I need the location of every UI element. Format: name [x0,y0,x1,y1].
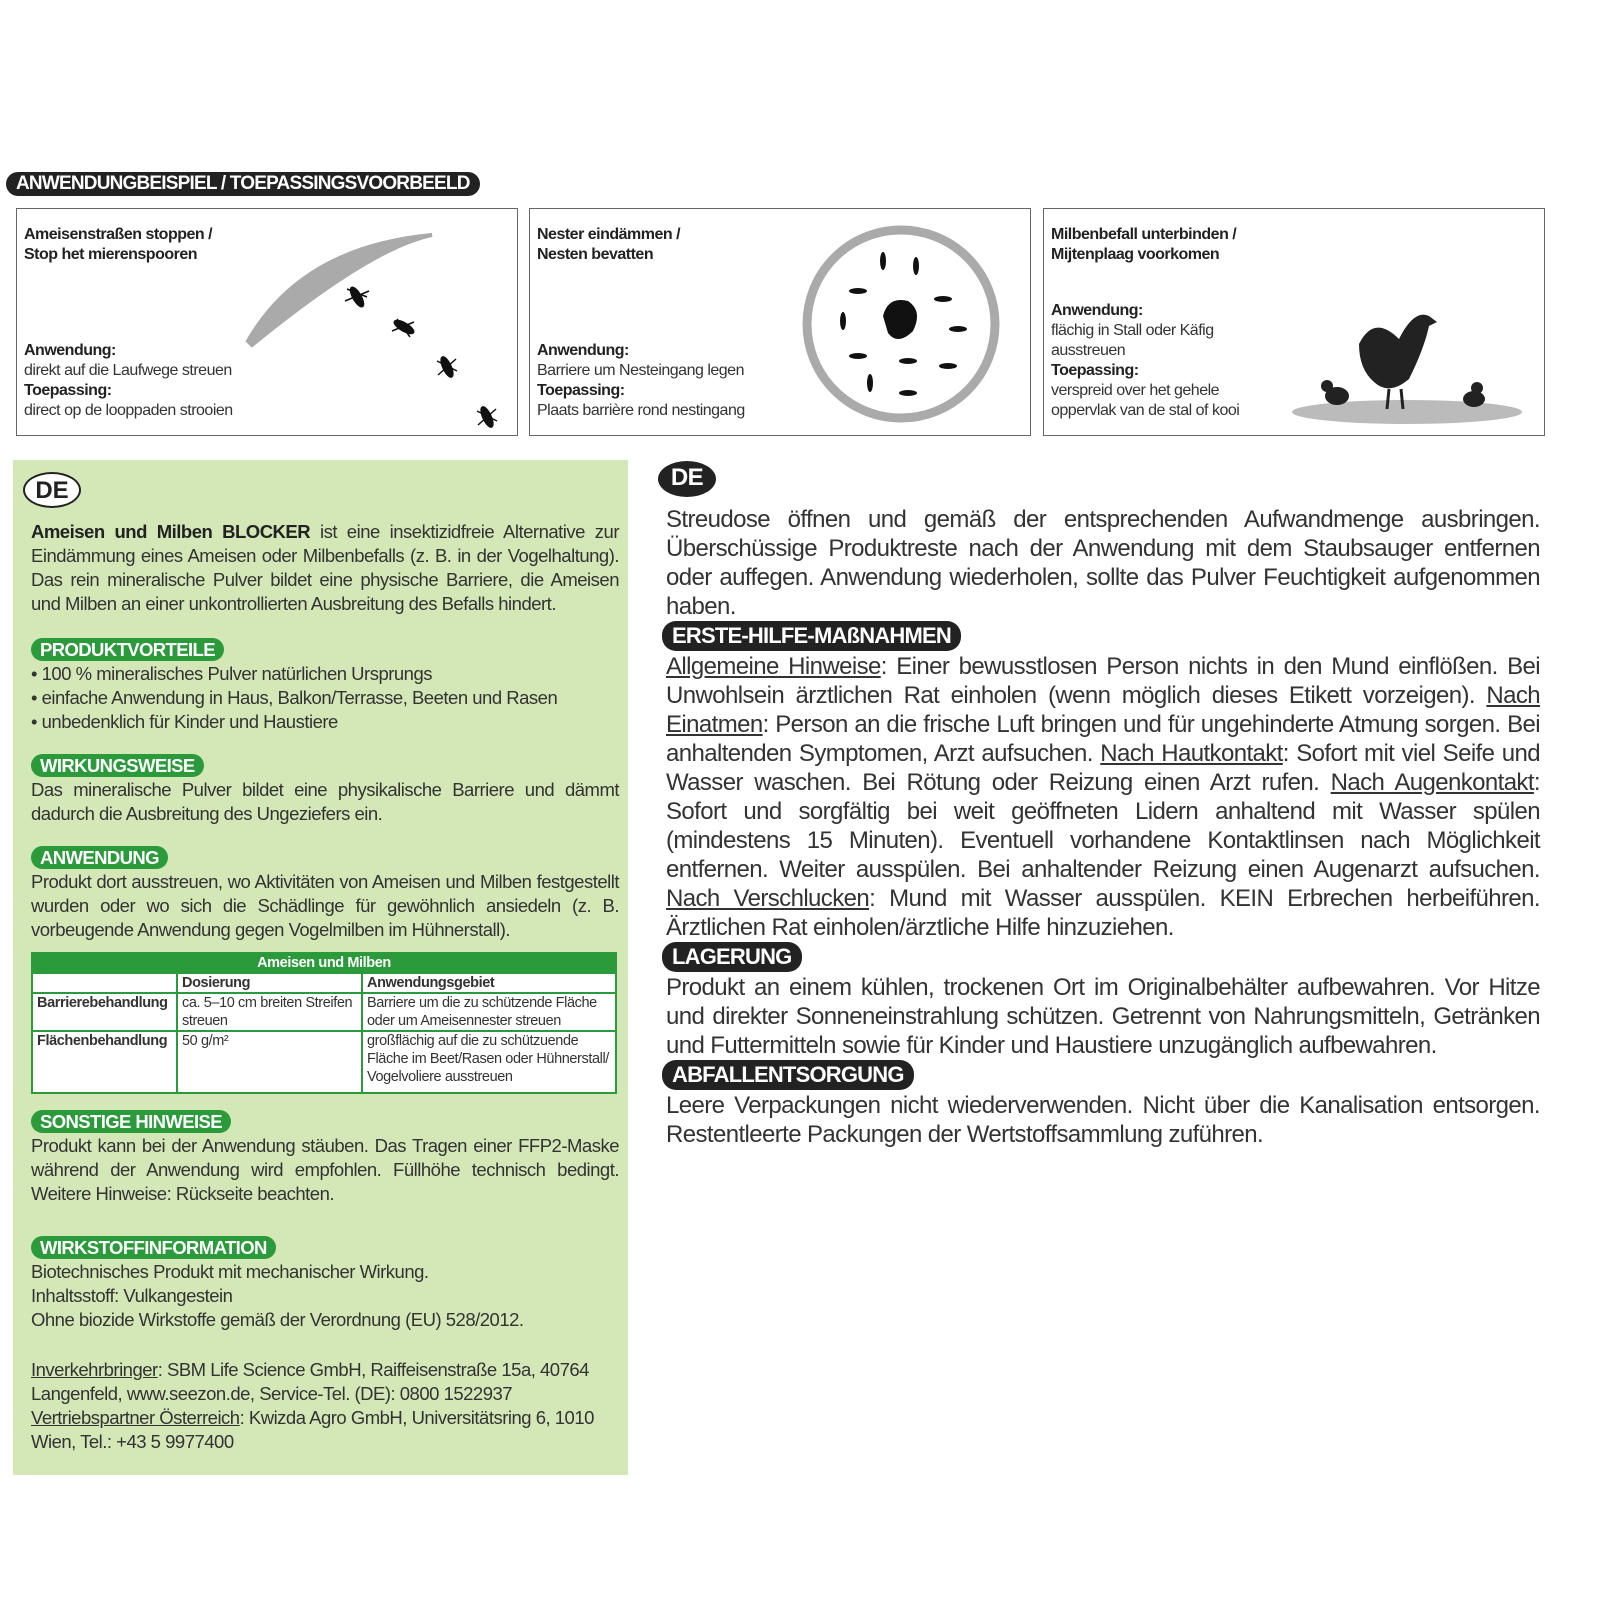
text-anwendung: direkt auf die Laufwege streuen [24,362,232,379]
disposal-text: Leere Verpackungen nicht wiederverwenden. Nicht über die Kanalisation entsorgen. Restentleerte Packungen der Wertstoffsammlung zuführen. [666,1092,1540,1148]
vertrieb-label: Vertriebspartner Österreich [31,1407,240,1428]
benefit-item: • 100 % mineralisches Pulver natürlichen Ursprungs [31,663,433,684]
heading-anwendung: ANWENDUNG [31,846,168,869]
ant-trail-illustration [242,227,512,437]
firstaid-label: Nach Verschlucken [666,885,870,912]
panel-subtitle: Stop het mierenspooren [24,246,198,263]
panel-subtitle: Nesten bevatten [537,246,654,263]
sonstige-text: Produkt kann bei der Anwendung stäuben. Das Tragen einer FFP2-Maske während der Anwendung wird empfohlen. Füllhöhe technisch bedingt. Weitere Hinweise: Rückseite beachten. [31,1135,619,1204]
example-panel-nests [529,208,1031,436]
text-toepassing: verspreid over het gehele [1051,382,1220,399]
nest-illustration [798,221,1008,431]
heading-lagerung: LAGERUNG [662,942,802,972]
row-area: großflächig auf die zu schützuende Fläche im Beet/Rasen oder Hühnerstall/ Vogelvoliere ausstreuen [362,1031,616,1093]
example-panel-mites [1043,208,1545,436]
text-anwendung: Barriere um Nesteingang legen [537,362,744,379]
firstaid-body: : Person an die frische Luft bringen und für ungehinderte Atmung sorgen. Bei anhaltenden Symptomen, Arzt aufsuchen. [666,711,1540,767]
dosage-table [31,952,617,1094]
label-toepassing: Toepassing: [1051,362,1139,379]
table-header-anwendungsgebiet: Anwendungsgebiet [362,973,616,993]
label-anwendung: Anwendung: [24,342,116,359]
row-area: Barriere um die zu schützende Fläche oder um Ameisennester streuen [362,993,616,1031]
text-anwendung: flächig in Stall oder Käfig [1051,322,1214,339]
text-toepassing-2: oppervlak van de stal of kooi [1051,402,1240,419]
anwendung-text: Produkt dort ausstreuen, wo Aktivitäten von Ameisen und Milben festgestellt wurden oder wo sich die Schädlinge für gewöhnlich ansiedeln (z. B. vorbeugende Anwendung gegen Vogelmilben im Hühnerstall). [31,871,619,940]
benefit-item: • einfache Anwendung in Haus, Balkon/Terrasse, Beeten und Rasen [31,687,558,708]
intro-text [31,520,619,616]
firstaid-body: : Sofort und sorgfältig bei weit geöffneten Lidern anhaltend mit Wasser spülen (mindestens 15 Minuten). Eventuell vorhandene Kontaktlinsen nach Möglichkeit entfernen. Weiter ausspülen. Bei anhaltender Reizung einen Augenarzt aufsuchen. [666,769,1540,883]
label-anwendung: Anwendung: [537,342,629,359]
firstaid-label: Nach Einatmen [666,682,1540,738]
firstaid-label: Nach Augenkontakt [1330,769,1534,796]
table-header-empty [32,973,177,993]
row-name: Flächenbehandlung [32,1031,177,1093]
wirkung-text: Das mineralische Pulver bildet eine physikalische Barriere und dämmt dadurch die Ausbreitung des Ungeziefers ein. [31,779,619,824]
vertrieb-text: : Kwizda Agro GmbH, Universitätsring 6, 1010 Wien, Tel.: +43 5 9977400 [31,1407,594,1452]
wirkstoff-line: Inhaltsstoff: Vulkangestein [31,1285,233,1306]
wirkstoff-line: Biotechnisches Produkt mit mechanischer Wirkung. [31,1261,429,1282]
label-anwendung: Anwendung: [1051,302,1143,319]
heading-sonstige-hinweise: SONSTIGE HINWEISE [31,1110,231,1133]
example-panel-ant-trails [16,208,518,436]
firstaid-label: Nach Hautkontakt [1100,740,1283,767]
text-toepassing: Plaats barrière rond nestingang [537,402,745,419]
usage-text: Streudose öffnen und gemäß der entsprechenden Aufwandmenge ausbringen. Überschüssige Produktreste nach der Anwendung mit dem Staubsauger entfernen oder auffegen. Anwendung wiederholen, sollte das Pulver Feuchtigkeit aufgenommen haben. [666,506,1540,620]
row-dose: ca. 5–10 cm breiten Streifen streuen [177,993,362,1031]
heading-produktvorteile: PRODUKTVORTEILE [31,638,224,661]
label-toepassing: Toepassing: [24,382,112,399]
panel-title: Nester eindämmen / [537,226,681,243]
storage-text: Produkt an einem kühlen, trockenen Ort im Originalbehälter aufbewahren. Vor Hitze und direkter Sonneneinstrahlung schützen. Getrennt von Nahrungsmitteln, Getränken und Futtermitteln sowie für Kinder und Haustiere unzugänglich aufbewahren. [666,974,1540,1059]
panel-subtitle: Mijtenplaag voorkomen [1051,246,1220,263]
text-anwendung-2: ausstreuen [1051,342,1126,359]
product-name: Ameisen und Milben BLOCKER [31,521,311,542]
firstaid-body: : Einer bewusstlosen Person nichts in den Mund einflößen. Bei Unwohlsein ärztlichen Rat einholen (wenn möglich dieses Etikett vorzeigen). [666,653,1541,709]
panel-title: Milbenbefall unterbinden / [1051,226,1237,243]
heading-abfallentsorgung: ABFALLENTSORGUNG [662,1060,914,1090]
table-header-dosierung: Dosierung [177,973,362,993]
chicken-illustration [1289,304,1524,429]
firstaid-label: Allgemeine Hinweise [666,653,881,680]
table-row [32,993,616,1031]
language-badge-de: DE [23,472,81,508]
product-info-panel [13,460,628,1475]
intro-body: ist eine insektizidfreie Alternative zur Eindämmung eines Ameisen oder Milbenbefalls (z. B. in der Vogelhaltung). Das rein mineralische Pulver bildet eine physische Barriere, die Ameisen und Milben an einer unkontrollierten Ausbreitung des Befalls hindert. [31,521,619,614]
instructions-column [666,464,1541,1149]
firstaid-body: : Sofort mit viel Seife und Wasser waschen. Bei Rötung oder Reizung einen Arzt rufen. [666,740,1541,796]
inverkehr-label: Inverkehrbringer [31,1359,158,1380]
table-row [32,1031,616,1093]
heading-wirkungsweise: WIRKUNGSWEISE [31,754,204,777]
label-toepassing: Toepassing: [537,382,625,399]
heading-wirkstoffinformation: WIRKSTOFFINFORMATION [31,1236,276,1259]
text-toepassing: direct op de looppaden strooien [24,402,233,419]
row-dose: 50 g/m² [177,1031,362,1093]
language-badge-de: DE [658,461,716,497]
heading-erste-hilfe: ERSTE-HILFE-MAßNAHMEN [662,621,961,651]
section-title-examples: ANWENDUNGBEISPIEL / TOEPASSINGSVOORBEELD [6,172,480,196]
benefit-item: • unbedenklich für Kinder und Haustiere [31,711,338,732]
panel-title: Ameisenstraßen stoppen / [24,226,213,243]
firstaid-text [666,652,1540,942]
wirkstoff-line: Ohne biozide Wirkstoffe gemäß der Verordnung (EU) 528/2012. [31,1309,524,1330]
table-title: Ameisen und Milben [32,953,616,973]
firstaid-body: : Mund mit Wasser ausspülen. KEIN Erbrechen herbeiführen. Ärztlichen Rat einholen/ärztliche Hilfe hinzuziehen. [666,885,1540,941]
inverkehr-text: : SBM Life Science GmbH, Raiffeisenstraße 15a, 40764 Langenfeld, www.seezon.de, Service-Tel. (DE): 0800 1522937 [31,1359,589,1404]
row-name: Barrierebehandlung [32,993,177,1031]
